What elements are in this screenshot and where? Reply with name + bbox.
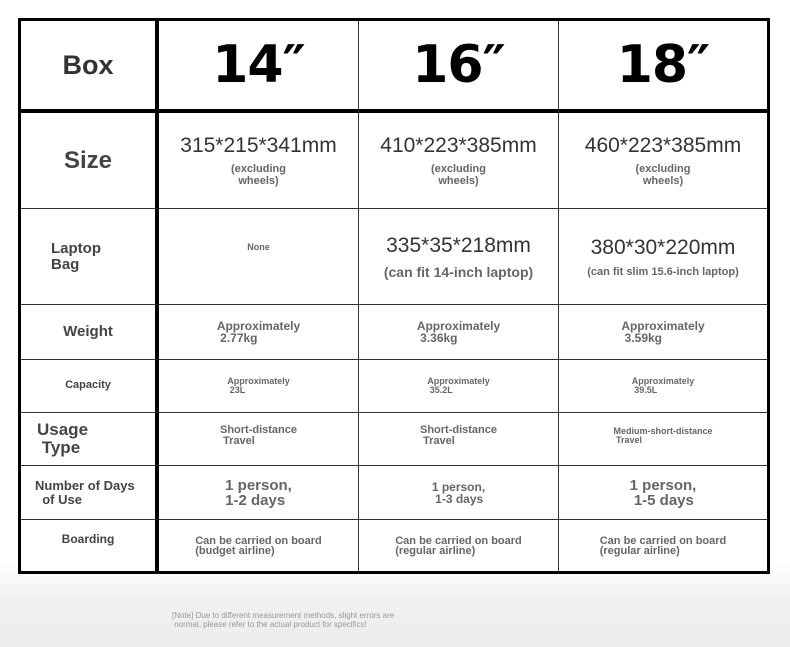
weight-value-16-cell	[359, 305, 559, 360]
usage-line1: Medium-short-distance	[613, 426, 713, 436]
usage-value-14	[220, 425, 297, 447]
usage-line2: Travel	[423, 435, 455, 447]
boarding-line2: (regular airline)	[395, 545, 476, 557]
capacity-label-cell	[21, 360, 159, 413]
weight-amount: 2.77kg	[220, 331, 258, 345]
size-note-18	[635, 164, 690, 187]
size-note-line1: (excluding	[635, 162, 691, 175]
days-line1: 1 person,	[431, 479, 486, 494]
size-value-16-cell	[359, 113, 559, 209]
boarding-line1: Can be carried on board	[395, 534, 522, 547]
header-size-14: 14″	[212, 35, 305, 95]
boarding-line2: (regular airline)	[599, 545, 680, 557]
usage-label	[21, 421, 88, 457]
capacity-value-14-cell	[159, 360, 359, 413]
laptop-bag-value-14-cell	[159, 209, 359, 305]
usage-label-cell	[21, 413, 159, 466]
size-label: Size	[63, 146, 113, 174]
weight-approx: Approximately	[621, 319, 705, 333]
capacity-amount: 39.5L	[634, 385, 658, 395]
usage-value-18-cell	[559, 413, 767, 466]
laptop-bag-none: None	[247, 241, 270, 252]
size-value-14-cell	[159, 113, 359, 209]
capacity-amount: 23L	[229, 385, 246, 395]
laptop-bag-label-cell	[21, 209, 159, 305]
usage-label-line2: Type	[41, 438, 81, 457]
laptop-bag-label-line2: Bag	[51, 255, 80, 273]
footer-note	[172, 612, 502, 630]
usage-value-18	[613, 427, 712, 445]
weight-approx: Approximately	[216, 319, 301, 333]
size-note-14	[231, 164, 286, 187]
usage-value-16	[420, 425, 497, 447]
weight-value-18-cell	[559, 305, 767, 360]
days-label	[21, 479, 135, 506]
boarding-value-18-cell	[559, 520, 767, 572]
boarding-label: Boarding	[61, 531, 115, 546]
laptop-bag-note-18: (can fit slim 15.6-inch laptop)	[587, 265, 739, 278]
weight-value-14-cell	[159, 305, 359, 360]
days-value-18-cell	[559, 466, 767, 520]
days-line2: 1-3 days	[435, 491, 484, 506]
usage-line1: Short-distance	[219, 424, 297, 436]
days-label-cell	[21, 466, 159, 520]
capacity-approx: Approximately	[227, 376, 290, 386]
laptop-bag-note-16: (can fit 14-inch laptop)	[383, 263, 534, 280]
boarding-line2: (budget airline)	[195, 545, 275, 557]
boarding-value-14	[195, 536, 322, 557]
weight-amount: 3.36kg	[420, 331, 458, 345]
size-note-line1: (excluding	[230, 162, 286, 175]
size-label-cell	[21, 113, 159, 209]
size-value-18: 460*223*385mm	[584, 133, 742, 157]
boarding-value-18	[600, 536, 727, 557]
laptop-bag-value-16-cell	[359, 209, 559, 305]
header-size-18-cell	[559, 21, 767, 113]
days-line2: 1-5 days	[633, 491, 694, 509]
boarding-line1: Can be carried on board	[599, 534, 727, 547]
boarding-value-16-cell	[359, 520, 559, 572]
days-value-16-cell	[359, 466, 559, 520]
capacity-value-18	[632, 377, 695, 395]
days-value-18	[630, 478, 697, 508]
boarding-line1: Can be carried on board	[195, 534, 322, 547]
days-label-line1: Number of Days	[35, 477, 135, 493]
usage-label-line1: Usage	[37, 420, 89, 440]
header-size-18: 18″	[616, 35, 710, 95]
capacity-value-14	[227, 377, 290, 395]
capacity-label: Capacity	[65, 379, 111, 392]
usage-line1: Short-distance	[419, 424, 497, 436]
header-size-14-cell	[159, 21, 359, 113]
capacity-approx: Approximately	[631, 376, 695, 386]
size-note-line2: wheels)	[238, 174, 279, 187]
size-note-16	[431, 164, 486, 187]
spec-table	[18, 18, 770, 574]
boarding-value-16	[395, 536, 522, 557]
footer-note-line2: normal, please refer to the actual product for specifics!	[174, 619, 367, 629]
size-value-18-cell	[559, 113, 767, 209]
laptop-bag-label-line1: Laptop	[51, 239, 101, 257]
weight-label: Weight	[63, 323, 113, 341]
header-box-label: Box	[62, 49, 114, 80]
laptop-bag-value-18-cell	[559, 209, 767, 305]
capacity-amount: 35.2L	[429, 385, 453, 395]
header-size-16-cell	[359, 21, 559, 113]
size-note-line2: wheels)	[438, 174, 479, 187]
header-size-16: 16″	[412, 35, 505, 95]
capacity-approx: Approximately	[427, 376, 490, 386]
boarding-value-14-cell	[159, 520, 359, 572]
size-note-line1: (excluding	[430, 162, 486, 175]
footer-note-line1: [Note] Due to different measurement methods, slight errors are	[172, 611, 395, 620]
weight-value-18	[621, 320, 704, 344]
usage-line2: Travel	[223, 435, 255, 447]
boarding-label-cell	[21, 520, 159, 572]
capacity-value-18-cell	[559, 360, 767, 413]
days-label-line2: of Use	[42, 491, 82, 507]
size-note-line2: wheels)	[642, 174, 684, 187]
usage-line2: Travel	[616, 435, 643, 445]
usage-value-16-cell	[359, 413, 559, 466]
weight-amount: 3.59kg	[624, 331, 663, 345]
laptop-bag-label	[21, 241, 101, 273]
capacity-value-16	[427, 377, 490, 395]
days-value-14	[225, 478, 292, 508]
days-value-14-cell	[159, 466, 359, 520]
days-line1: 1 person,	[629, 476, 697, 494]
weight-value-16	[417, 320, 500, 344]
capacity-value-16-cell	[359, 360, 559, 413]
weight-label-cell	[21, 305, 159, 360]
days-value-16	[432, 481, 485, 505]
weight-value-14	[217, 320, 300, 344]
days-line2: 1-2 days	[225, 491, 286, 509]
weight-approx: Approximately	[416, 319, 501, 333]
days-line1: 1 person,	[225, 476, 292, 494]
laptop-bag-value-18: 380*30*220mm	[590, 235, 736, 259]
usage-value-14-cell	[159, 413, 359, 466]
header-box-cell	[21, 21, 159, 113]
size-value-14: 315*215*341mm	[180, 133, 337, 157]
size-value-16: 410*223*385mm	[380, 133, 537, 157]
laptop-bag-value-16: 335*35*218mm	[386, 233, 531, 257]
